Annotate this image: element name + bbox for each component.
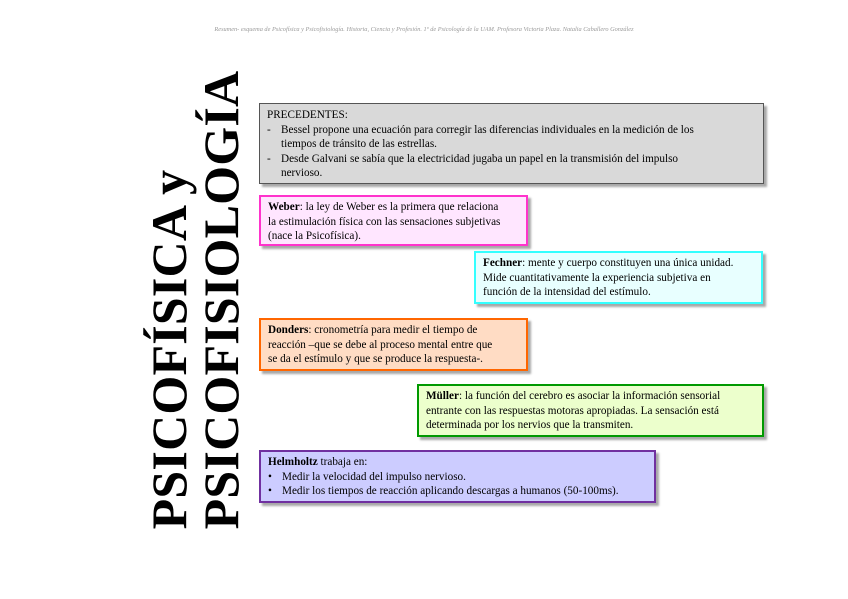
precedentes-heading: PRECEDENTES:: [267, 109, 348, 121]
precedentes-item-bessel: [267, 123, 756, 152]
muller-line: entrante con las respuestas motoras apropiadas. La sensación está: [426, 404, 719, 417]
fechner-box: [474, 251, 763, 304]
donders-line: se da el estímulo y que se produce la respuesta-.: [268, 353, 483, 366]
donders-line: reacción –que se debe al proceso mental entre que: [268, 338, 493, 351]
title-line-2: PSICOFISIOLOGÍA: [193, 70, 249, 530]
muller-text: : la función del cerebro es asociar la información sensorial: [458, 390, 721, 402]
bullet-marker: •: [268, 470, 272, 483]
helmholtz-item-text: Medir la velocidad del impulso nervioso.: [282, 470, 466, 483]
helmholtz-intro: trabaja en:: [317, 456, 368, 468]
fechner-text: : mente y cuerpo constituyen una única unidad.: [522, 257, 734, 269]
precedentes-item-line: Desde Galvani se sabía que la electricidad jugaba un papel en la transmisión del impulso: [281, 152, 679, 165]
vertical-title: [143, 71, 247, 530]
helmholtz-name: Helmholtz: [268, 456, 318, 468]
helmholtz-box: [259, 450, 656, 503]
fechner-line: Mide cuantitativamente la experiencia subjetiva en: [483, 271, 711, 284]
donders-text: : cronometría para medir el tiempo de: [308, 324, 478, 336]
bullet-marker: •: [268, 485, 272, 498]
helmholtz-item-text: Medir los tiempos de reacción aplicando descargas a humanos (50-100ms).: [282, 485, 619, 498]
title-line-1: PSICOFÍSICA y: [141, 169, 197, 530]
page-header: Resumen- esquema de Psicofísica y Psicofisiología. Historia, Ciencia y Profesión. 1º de Psicología de la UAM. Profesora Victoria Plaza. Natalia Caballero González: [214, 26, 634, 33]
precedentes-item-line: tiempos de tránsito de las estrellas.: [281, 138, 437, 151]
fechner-line: función de la intensidad del estímulo.: [483, 286, 651, 299]
muller-name: Müller: [426, 390, 459, 402]
muller-box: [417, 384, 764, 437]
helmholtz-line: [268, 455, 647, 470]
weber-line: [268, 200, 519, 215]
precedentes-item-line: nervioso.: [281, 167, 323, 180]
muller-line: determinada por los nervios que la transmiten.: [426, 419, 634, 432]
weber-line: (nace la Psicofísica).: [268, 230, 361, 243]
fechner-name: Fechner: [483, 257, 523, 269]
weber-box: [259, 195, 528, 246]
muller-line: [426, 389, 755, 404]
fechner-line: [483, 256, 754, 271]
donders-name: Donders: [268, 324, 309, 336]
helmholtz-item: [268, 470, 647, 485]
helmholtz-item: [268, 484, 647, 499]
donders-box: [259, 318, 528, 371]
dash-marker: -: [267, 152, 271, 165]
dash-marker: -: [267, 123, 271, 136]
weber-line: la estimulación física con las sensaciones subjetivas: [268, 215, 501, 228]
weber-text: : la ley de Weber es la primera que relaciona: [299, 201, 499, 213]
precedentes-item-line: Bessel propone una ecuación para corregir las diferencias individuales en la medición de los: [281, 123, 694, 136]
precedentes-box: [259, 103, 764, 184]
precedentes-item-galvani: [267, 152, 756, 181]
donders-line: [268, 323, 519, 338]
weber-name: Weber: [268, 201, 300, 213]
